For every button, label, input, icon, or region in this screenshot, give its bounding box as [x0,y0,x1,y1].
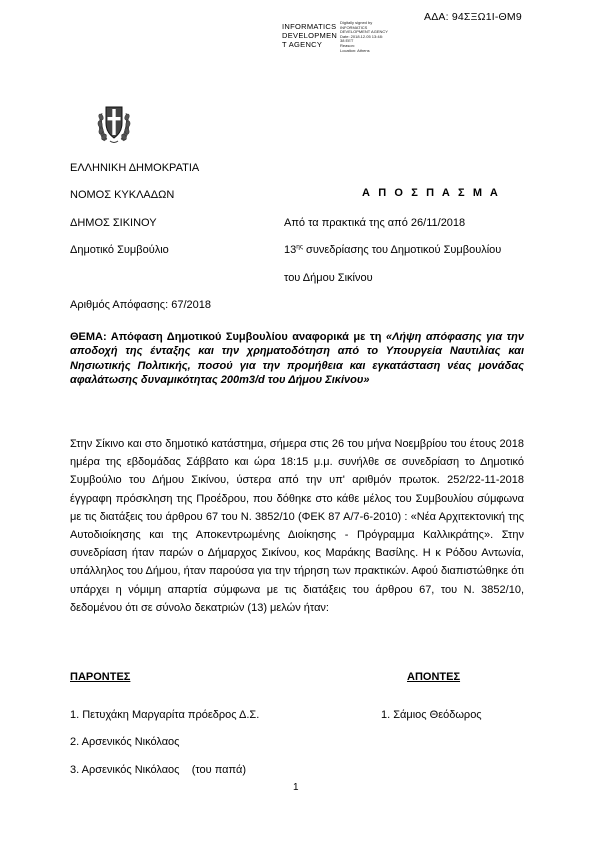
present-member-1: 1. Πετυχάκη Μαργαρίτα πρόεδρος Δ.Σ. [70,709,260,721]
decision-number: Αριθμός Απόφασης: 67/2018 [70,299,211,311]
subject-paragraph [70,330,524,388]
present-member-3: 3. Αρσενικός Νικόλαος (του παπά) [70,764,246,776]
session-line: $13^{\eta\varsigma}$ συνεδρίασης του Δημοτικού Συμβουλίου [284,243,502,256]
prefecture-name: ΝΟΜΟΣ ΚΥΚΛΑΔΩΝ [70,189,175,201]
subject-lead: ΘΕΜΑ: Απόφαση Δημοτικού Συμβουλίου αναφορικά με τη [70,331,382,343]
stamp-line-1: INFORMATICS [282,22,337,31]
ada-code: ΑΔΑ: 94ΣΞΩ1Ι-ΘΜ9 [424,11,522,23]
signature-stamp-name [282,22,342,49]
greek-coat-of-arms-icon [96,101,132,145]
stamp-line-3: T AGENCY [282,40,323,49]
republic-name: ΕΛΛΗΝΙΚΗ ΔΗΜΟΚΡΑΤΙΑ [70,162,200,174]
present-header: ΠΑΡΟΝΤΕΣ [70,671,131,683]
stamp-line-2: DEVELOPMEN [282,31,338,40]
minutes-date: Από τα πρακτικά της από 26/11/2018 [284,217,466,229]
session-line-2: του Δήμου Σικίνου [284,272,373,284]
municipality-name: ΔΗΜΟΣ ΣΙΚΙΝΟΥ [70,217,157,229]
absent-member-1: 1. Σάμιος Θεόδωρος [381,709,482,721]
subject-title: «Λήψη απόφασης για την αποδοχή της ένταξης και την χρηματοδότηση από το Υπουργεία Ναυτιλίας και Νησιωτικής Πολιτικής, ποσού για την προμήθεια και εγκατάσταση νέας μονάδας αφαλάτωσης δυναμικότητας 200m3/d του Δήμου Σικίνου» [70,331,524,387]
excerpt-title: Α Π Ο Σ Π Α Σ Μ Α [362,187,501,199]
page-number: 1 [293,782,299,793]
absent-header: ΑΠΟΝΤΕΣ [407,671,461,683]
council-name: Δημοτικό Συμβούλιο [70,244,169,256]
present-member-2: 2. Αρσενικός Νικόλαος [70,736,180,748]
body-paragraph: Στην Σίκινο και στο δημοτικό κατάστημα, σήμερα στις 26 του μήνα Νοεμβρίου του έτους 2018 ημέρα της εβδομάδας Σάββατο και ώρα 18:15 μ.μ. συνήλθε σε συνεδρίαση το Δημοτικό Συμβούλιο του Δήμου Σικίνου, ύστερα από την υπ' αριθμόν πρωτοκ. 252/22-11-2018 έγγραφη πρόσκληση της Προέδρου, που δόθηκε στο κάθε μέλος του Συμβουλίου σύμφωνα με τις διατάξεις του άρθρου 67 του Ν. 3852/10 (ΦΕΚ 87 Α/7-6-2010) : «Νέα Αρχιτεκτονική της Αυτοδιοίκησης και της Αποκεντρωμένης Διοίκησης - Πρόγραμμα Καλλικράτης». Στην συνεδρίαση ήταν παρών ο Δήμαρχος Σικίνου, κος Μαράκης Βασίλης. Η κ Ρόδου Αντωνία, υπάλληλος του Δήμου, ήταν παρούσα για την τήρηση των πρακτικών. Αφού διαπιστώθηκε ότι υπάρχει η νόμιμη απαρτία σύμφωνα με τις διατάξεις του άρθρου 67, του Ν. 3852/10, δεδομένου ότι σε σύνολο δεκατριών (13) μελών ήταν: [70,438,524,614]
signature-stamp-details: Digitally signed by INFORMATICS DEVELOPMENT AGENCY Date: 2018.12.05 13:48: 38 EET Reason: Location: Athens [340,20,388,53]
